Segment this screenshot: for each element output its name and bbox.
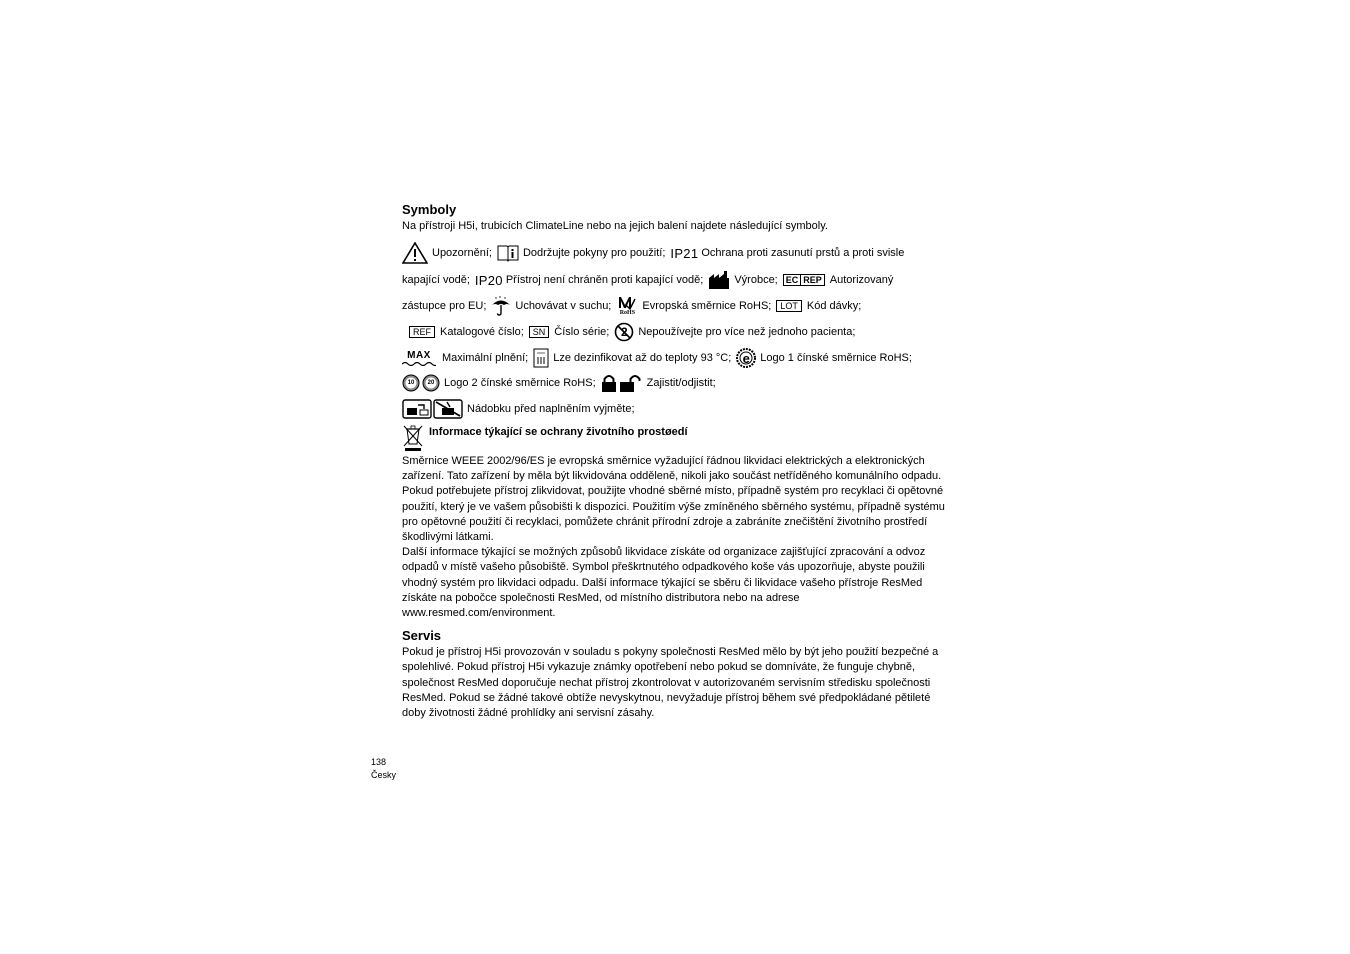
lock-open-icon	[619, 374, 643, 392]
symbols-title: Symboly	[402, 202, 457, 217]
manufacturer-factory-icon	[708, 270, 730, 290]
symbol-line-1	[402, 241, 962, 265]
language-label: Česky	[371, 770, 397, 780]
ip21-label: Ochrana proti zasunutí prstů a proti svisle	[701, 246, 905, 259]
keep-dry-label: Uchovávat v suchu;	[515, 299, 612, 312]
ec-rep-box	[783, 274, 825, 286]
servis-paragraph: Pokud je přístroj H5i provozován v souladu s pokyny společnosti ResMed mělo by být jeho použití bezpečné a spolehlivé. Pokud přístroj H5i vykazuje známky opotřebení nebo pokud se domníváte, že funguje chybně, společnost ResMed doporučuje nechat přístroj zkontrolovat v autorizovaném servisním středisku společnosti ResMed. Pokud se žádné takové obtíže nevyskytnou, nevyžaduje přístroj během své předpokládané pětileté doby životnosti žádné prohlídky ani servisní zásahy.	[402, 646, 939, 720]
rohs-icon	[616, 296, 638, 317]
body-block	[402, 454, 950, 721]
sn-label: Číslo série;	[554, 325, 610, 338]
page-content	[402, 202, 950, 720]
rep-box-text: REP	[803, 275, 822, 285]
symbol-line-7	[402, 397, 962, 421]
authorized-label-cont: zástupce pro EU;	[402, 299, 487, 312]
single-patient-icon-text: 2	[620, 324, 628, 339]
sn-box: SN	[529, 326, 550, 338]
caution-label: Upozornění;	[432, 246, 492, 259]
ip21-code: IP21	[670, 245, 699, 261]
disinfect-icon	[533, 348, 549, 368]
china-rohs-1-icon	[736, 348, 756, 368]
symbol-line-3	[402, 294, 962, 318]
environment-title: Informace týkající se ochrany životního prostøedí	[429, 426, 688, 438]
symbol-line-4	[402, 320, 962, 344]
symbols-intro: Na přístroji H5i, trubicích ClimateLine nebo na jejich balení najdete následující symboly.	[402, 220, 828, 232]
environment-heading	[402, 426, 688, 452]
single-patient-icon	[614, 322, 634, 342]
symbol-line-6	[402, 371, 962, 395]
max-icon-text: MAX	[407, 349, 431, 361]
china-rohs-2-icon-10	[402, 374, 420, 392]
remove-tub-label: Nádobku před naplněním vyjměte;	[467, 402, 635, 415]
ip21-label-cont: kapající vodě;	[402, 273, 470, 286]
authorized-label: Autorizovaný	[829, 273, 894, 286]
china-rohs-2-icon-20-text: 20	[427, 379, 435, 386]
china-rohs-1-label: Logo 1 čínské směrnice RoHS;	[760, 351, 912, 364]
china-rohs-2-icon-10-text: 10	[407, 379, 415, 386]
rohs-label: Evropská směrnice RoHS;	[642, 299, 772, 312]
lot-label: Kód dávky;	[806, 299, 862, 312]
disinfect-label: Lze dezinfikovat až do teploty 93 °C;	[553, 351, 732, 364]
page-footer	[371, 756, 396, 782]
symbol-line-2	[402, 268, 962, 292]
symbol-line-5	[402, 346, 962, 370]
umbrella-icon	[491, 296, 511, 316]
ref-label: Katalogové číslo;	[440, 325, 524, 338]
weee-bin-icon	[402, 424, 424, 452]
china-rohs-2-label: Logo 2 čínské směrnice RoHS;	[444, 376, 596, 389]
environment-paragraph-2: Další informace týkající se možných způsobů likvidace získáte od organizace zajišťující zpracování a odvoz odpadů v místě vašeho působiště. Symbol přeškrtnutého odpadkového koše vás upozorňuje, abyste použili vhodný systém pro likvidaci odpadu. Další informace týkající se sběru či likvidace vašeho přístroje ResMed získáte na pobočce společnosti ResMed, od místního distributora nebo na adrese www.resmed.com/environment.	[402, 546, 926, 620]
max-fill-icon	[402, 351, 436, 366]
rohs-icon-text: RoHS	[619, 309, 636, 316]
instructions-book-icon	[497, 244, 519, 262]
lock-label: Zajistit/odjistit;	[646, 376, 716, 389]
ip20-code: IP20	[474, 272, 503, 288]
page-number: 138	[371, 757, 387, 767]
china-rohs-2-icon-20	[422, 374, 440, 392]
servis-title: Servis	[402, 628, 442, 644]
no-fill-in-device-icon	[433, 399, 463, 419]
lock-closed-icon	[601, 374, 617, 392]
ip20-label: Přístroj není chráněn proti kapající vodě;	[505, 273, 704, 286]
remove-tub-icon	[402, 399, 432, 419]
warning-icon	[402, 242, 428, 264]
instructions-label: Dodržujte pokyny pro použití;	[522, 246, 666, 259]
environment-paragraph-1: Směrnice WEEE 2002/96/ES je evropská směrnice vyžadující řádnou likvidaci elektrických a elektronických zařízení. Tato zařízení by měla být likvidována odděleně, nikoli jako součást netříděného komunálního odpadu. Pokud potřebujete přístroj zlikvidovat, použijte vhodné sběrné místo, případně systém pro recyklaci či opětovné použití, který je ve vašem působišti k dispozici. Použitím výše zmíněného sběrného systému, případně systému pro opětovné použití či recyklaci, pomůžete chránit přírodní zdroje a zabráníte znečištění životního prostředí škodlivými látkami.	[402, 455, 945, 544]
ref-box: REF	[409, 326, 435, 338]
ec-box-text: EC	[784, 275, 802, 285]
single-patient-label: Nepoužívejte pro více než jednoho pacienta;	[638, 325, 856, 338]
manufacturer-label: Výrobce;	[734, 273, 778, 286]
lot-box: LOT	[776, 300, 802, 312]
china-rohs-1-icon-text: e	[742, 350, 750, 366]
max-label: Maximální plnění;	[442, 351, 529, 364]
